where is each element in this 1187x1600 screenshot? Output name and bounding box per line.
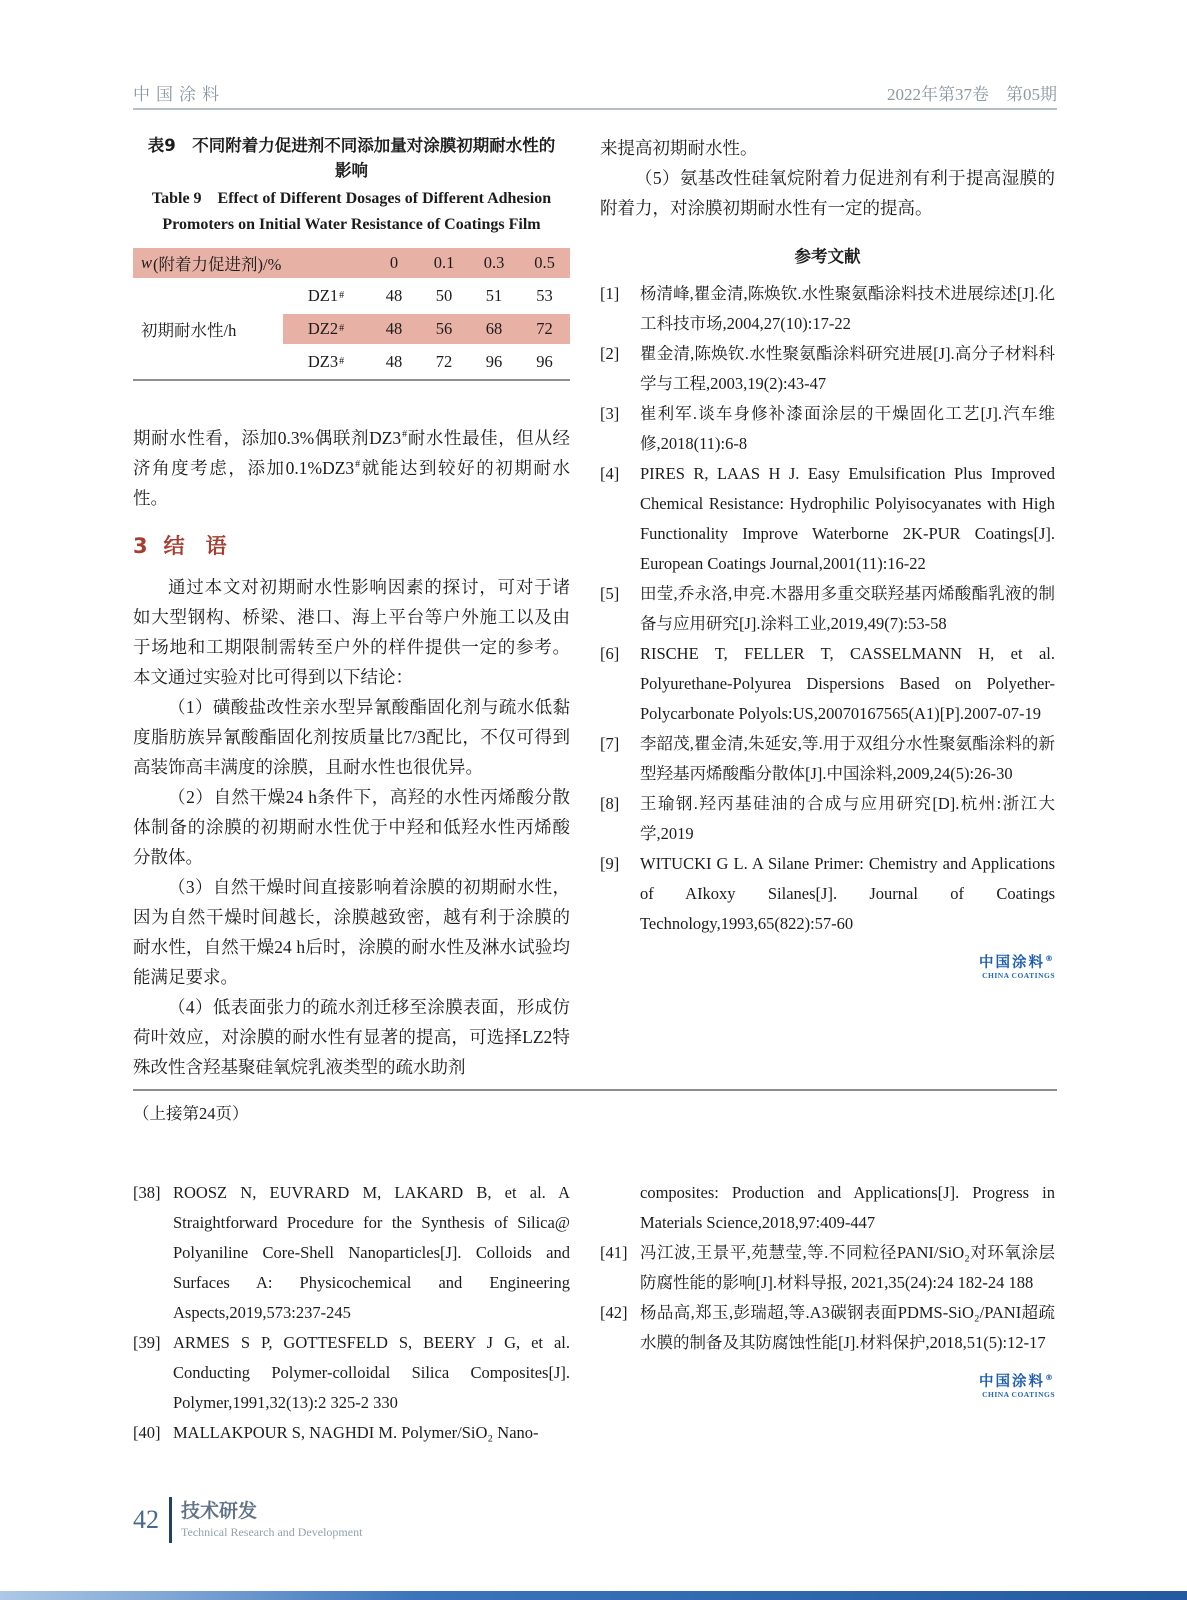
table9-cell: 72 — [519, 314, 570, 344]
reference-number: [5] — [600, 584, 620, 603]
superscript: # — [402, 429, 408, 441]
reference-text: MALLAKPOUR S, NAGHDI M. Polymer/SiO₂ Nano- — [173, 1423, 539, 1442]
table9-cell: 50 — [435, 286, 453, 305]
page-number: 42 — [133, 1505, 159, 1534]
table9-caption-en-line1: Table 9 Effect of Different Dosages of Different Adhesion — [151, 190, 552, 207]
table9-header-col: 0.3 — [469, 248, 519, 278]
reference-item — [600, 1238, 1055, 1298]
left-column-top — [133, 133, 570, 1082]
paragraph: （2）自然干燥24 h条件下，高羟的水性丙烯酸分散体制备的涂膜的初期耐水性优于中羟和低羟水性丙烯酸分散体。 — [133, 787, 570, 867]
table9-cell: 68 — [469, 314, 519, 344]
reference-number: [42] — [600, 1303, 628, 1322]
table9-cell: 51 — [485, 286, 503, 305]
reference-item — [133, 1178, 570, 1328]
logo-zh-text: 中国涂料 — [979, 1373, 1045, 1390]
section-number: 3 — [133, 534, 148, 558]
reference-item — [133, 1418, 570, 1448]
paragraph: 来提高初期耐水性。 — [600, 138, 758, 158]
row-name-text: DZ2 — [307, 319, 339, 338]
row-name-text: DZ3 — [307, 352, 339, 371]
reference-text: ROOSZ N, EUVRARD M, LAKARD B, et al. A Straightforward Procedure for the Synthesis of Silica@ Polyaniline Core-Shell Nanoparticles[J]. Colloids and Surfaces A: Physicochemical and Engineering Aspects,2019,573:237-245 — [173, 1183, 570, 1322]
logo-chinese — [979, 1374, 1055, 1391]
reference-number: [1] — [600, 284, 620, 303]
reference-item — [600, 1298, 1055, 1358]
page-header — [133, 80, 1057, 105]
logo-english: CHINA COATINGS — [982, 970, 1055, 980]
right-column-top — [600, 133, 1055, 980]
table9-cell: 96 — [485, 352, 503, 371]
paragraph: （1）磺酸盐改性亲水型异氰酸酯固化剂与疏水低黏度脂肪族异氰酸酯固化剂按质量比7/3配比，不仅可得到高装饰高丰满度的涂膜，且耐水性也很优异。 — [133, 697, 570, 777]
reference-text: PIRES R, LAAS H J. Easy Emulsification Plus Improved Chemical Resistance: Hydrophilic Polyisocyanates with High Functionality Improve Waterborne 2K-PUR Coatings[J]. European Coatings Journal,2001(11):16-22 — [640, 464, 1055, 573]
paragraph: （4）低表面张力的疏水剂迁移至涂膜表面，形成仿荷叶效应，对涂膜的耐水性有显著的提高，可选择LZ2特殊改性含羟基聚硅氧烷乳液类型的疏水助剂 — [133, 997, 570, 1077]
reference-item — [600, 849, 1055, 939]
table9-caption-en-line2: Promoters on Initial Water Resistance of Coatings Film — [162, 216, 541, 233]
reference-text: 崔利军.谈车身修补漆面涂层的干燥固化工艺[J].汽车维修,2018(11):6-8 — [640, 404, 1055, 453]
reference-text: 瞿金清,陈焕钦.水性聚氨酯涂料研究进展[J].高分子材料科学与工程,2003,19(2):43-47 — [640, 344, 1055, 393]
reference-item — [600, 459, 1055, 579]
reference-item — [600, 729, 1055, 789]
reference-number: [9] — [600, 854, 620, 873]
reference-number: [40] — [133, 1423, 161, 1442]
para-text: 耐水性最佳，但从经济角度考虑，添加0.1%DZ3 — [133, 428, 570, 478]
para-text: 就能达到较好的初期耐水性。 — [133, 458, 571, 508]
reference-text: 杨清峰,瞿金清,陈焕钦.水性聚氨酯涂料技术进展综述[J].化工科技市场,2004,27(10):17-22 — [640, 284, 1055, 333]
table9-group-label: 初期耐水性/h — [141, 321, 237, 340]
china-coatings-logo — [600, 1374, 1055, 1399]
right-column-bottom — [600, 1178, 1055, 1399]
reference-text: composites: Production and Applications[J]. Progress in Materials Science,2018,97:409-447 — [640, 1183, 1055, 1232]
para-text: 期耐水性看，添加0.3%偶联剂DZ3 — [133, 428, 402, 448]
reference-number: [3] — [600, 404, 620, 423]
table9-cell: 72 — [435, 352, 453, 371]
reference-text: 杨品高,郑玉,彭瑞超,等.A3碳钢表面PDMS-SiO₂/PANI超疏水膜的制备及其防腐蚀性能[J].材料保护,2018,51(5):12-17 — [640, 1303, 1055, 1352]
paragraph: （3）自然干燥时间直接影响着涂膜的初期耐水性，因为自然干燥时间越长，涂膜越致密，越有利于涂膜的耐水性，自然干燥24 h后时，涂膜的耐水性及淋水试验均能满足要求。 — [133, 877, 570, 987]
row-name-text: DZ1 — [307, 286, 339, 305]
logo-zh-text: 中国涂料 — [979, 954, 1045, 971]
header-divider — [133, 108, 1057, 110]
section-divider — [133, 1089, 1057, 1091]
table9-caption-zh-line1: 表9 不同附着力促进剂不同添加量对涂膜初期耐水性的 — [147, 136, 556, 155]
footer-section-zh: 技术研发 — [181, 1500, 258, 1522]
table9 — [133, 248, 570, 381]
table9-header-w: w — [141, 253, 153, 272]
reference-item — [133, 1328, 570, 1418]
logo-registered-mark: ® — [1045, 954, 1055, 963]
footer-section-en: Technical Research and Development — [181, 1525, 363, 1539]
reference-item-continued — [600, 1178, 1055, 1238]
table9-cell: 56 — [419, 314, 469, 344]
china-coatings-logo — [600, 955, 1055, 980]
reference-item — [600, 579, 1055, 639]
reference-number: [41] — [600, 1243, 628, 1262]
journal-name: 中国涂料 — [133, 85, 225, 104]
bottom-accent-bar — [0, 1591, 1187, 1600]
logo-registered-mark: ® — [1045, 1373, 1055, 1382]
reference-number — [600, 1178, 640, 1238]
reference-number: [38] — [133, 1183, 161, 1202]
table9-caption-zh — [133, 133, 570, 183]
footer-section-labels — [181, 1499, 362, 1541]
reference-text: 冯江波,王景平,苑慧莹,等.不同粒径PANI/SiO₂对环氧涂层防腐性能的影响[J].材料导报, 2021,35(24):24 182-24 188 — [640, 1243, 1055, 1292]
footer-divider-bar — [169, 1497, 172, 1543]
issue-info: 2022年第37卷 第05期 — [887, 85, 1057, 104]
reference-number: [2] — [600, 344, 620, 363]
table9-cell: 48 — [385, 286, 403, 305]
reference-text: RISCHE T, FELLER T, CASSELMANN H, et al. Polyurethane-Polyurea Dispersions Based on Polyether-Polycarbonate Polyols:US,20070167565(A1)[P].2007-07-19 — [640, 644, 1055, 723]
table9-header-col: 0 — [369, 248, 419, 278]
reference-item — [600, 789, 1055, 849]
table9-row-name: DZ2 # — [283, 314, 369, 344]
table9-cell: 96 — [536, 352, 553, 371]
superscript: # — [355, 459, 361, 471]
reference-item — [600, 639, 1055, 729]
references-title: 参考文献 — [794, 247, 861, 266]
reference-number: [39] — [133, 1333, 161, 1352]
paragraph: （5）氨基改性硅氧烷附着力促进剂有利于提高湿膜的附着力，对涂膜初期耐水性有一定的提高。 — [600, 168, 1055, 218]
table9-row-name: DZ1 # — [307, 286, 345, 305]
reference-text: WITUCKI G L. A Silane Primer: Chemistry and Applications of AIkoxy Silanes[J]. Journal of Coatings Technology,1993,65(822):57-60 — [640, 854, 1055, 933]
reference-text: 李韶茂,瞿金清,朱延安,等.用于双组分水性聚氨酯涂料的新型羟基丙烯酸酯分散体[J].中国涂料,2009,24(5):26-30 — [640, 734, 1055, 783]
reference-item — [600, 339, 1055, 399]
reference-item — [600, 399, 1055, 459]
reference-item — [600, 279, 1055, 339]
page-footer — [133, 1497, 362, 1543]
paragraph: 通过本文对初期耐水性影响因素的探讨，可对于诸如大型钢构、桥梁、港口、海上平台等户外施工以及由于场地和工期限制需转至户外的样件提供一定的参考。本文通过实验对比可得到以下结论： — [133, 577, 570, 687]
table9-header-col: 0.5 — [519, 248, 570, 278]
continuation-note: （上接第24页） — [133, 1104, 249, 1123]
table9-header-label — [133, 248, 369, 278]
table9-row-name: DZ3 # — [307, 352, 345, 371]
table9-cell: 48 — [369, 314, 419, 344]
paragraph-continued — [133, 423, 570, 513]
table9-header-col: 0.1 — [419, 248, 469, 278]
logo-chinese — [979, 955, 1055, 972]
table9-caption-zh-line2: 影响 — [335, 161, 368, 180]
section-heading — [133, 530, 570, 560]
reference-number: [8] — [600, 794, 620, 813]
reference-text: ARMES S P, GOTTESFELD S, BEERY J G, et al. Conducting Polymer-colloidal Silica Composites[J]. Polymer,1991,32(13):2 325-2 330 — [173, 1333, 570, 1412]
reference-number: [4] — [600, 464, 620, 483]
left-column-bottom — [133, 1178, 570, 1448]
reference-number: [6] — [600, 644, 620, 663]
reference-number: [7] — [600, 734, 620, 753]
logo-english: CHINA COATINGS — [982, 1389, 1055, 1399]
table9-header-rest: (附着力促进剂)/% — [153, 255, 282, 274]
section-title: 结 语 — [163, 534, 227, 558]
table9-caption-en — [133, 186, 570, 238]
table9-cell: 53 — [536, 286, 553, 305]
table9-cell: 48 — [385, 352, 403, 371]
reference-text: 田莹,乔永洛,申亮.木器用多重交联羟基丙烯酸酯乳液的制备与应用研究[J].涂料工业,2019,49(7):53-58 — [640, 584, 1055, 633]
reference-text: 王瑜钢.羟丙基硅油的合成与应用研究[D].杭州:浙江大学,2019 — [640, 794, 1055, 843]
